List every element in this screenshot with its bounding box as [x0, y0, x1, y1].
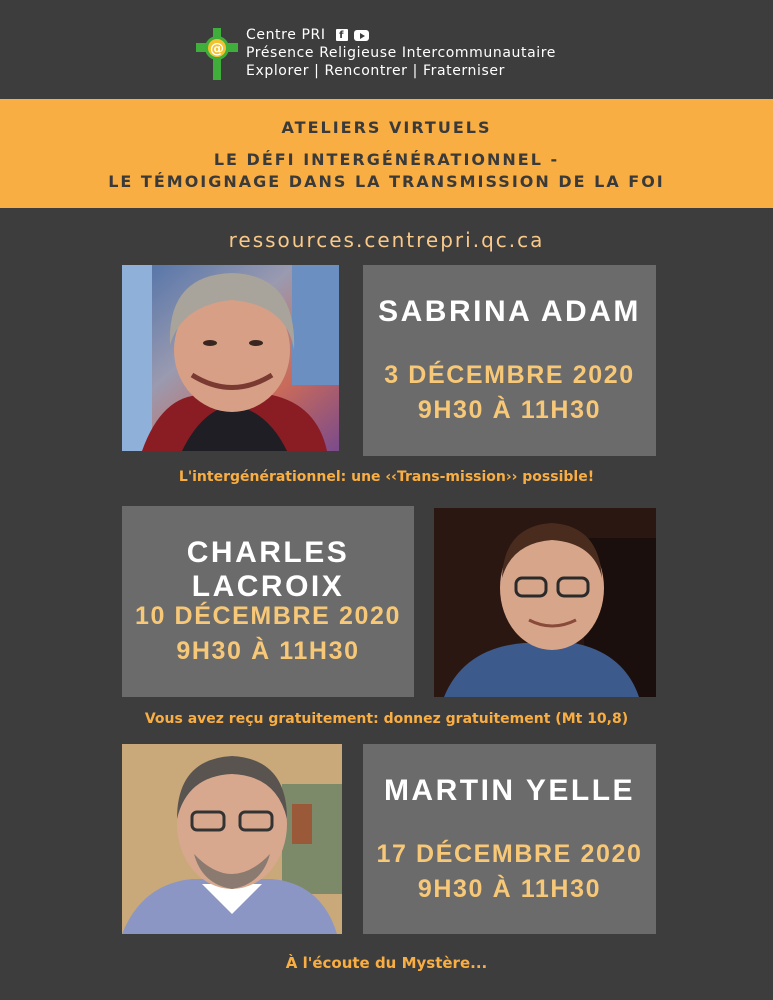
org-motto: Explorer | Rencontrer | Fraterniser — [246, 63, 505, 79]
speaker-photo-sabrina-adam — [122, 265, 339, 451]
session-tagline: L'intergénérationnel: une ‹‹Trans-mission›› possible! — [178, 469, 595, 485]
header-text — [246, 26, 556, 80]
title-banner — [0, 99, 773, 208]
speaker-card-martin-yelle — [363, 744, 656, 934]
youtube-icon[interactable] — [354, 30, 369, 41]
social-links — [336, 29, 369, 41]
org-name: Centre PRI — [246, 27, 326, 43]
speaker-name: CHARLES LACROIX — [186, 536, 350, 603]
speaker-name: MARTIN YELLE — [383, 774, 636, 807]
banner-line-1: ATELIERS VIRTUELS — [281, 118, 492, 137]
session-date: 3 DÉCEMBRE 2020 — [384, 361, 635, 389]
website-link[interactable]: ressources.centrepri.qc.ca — [228, 228, 545, 252]
session-date: 17 DÉCEMBRE 2020 — [376, 840, 643, 868]
speaker-photo-martin-yelle — [122, 744, 342, 934]
session-time: 9H30 À 11H30 — [176, 637, 360, 665]
speaker-photo-charles-lacroix — [434, 508, 656, 697]
org-subtitle: Présence Religieuse Intercommunautaire — [246, 45, 557, 61]
header — [196, 26, 616, 84]
session-time: 9H30 À 11H30 — [417, 875, 602, 903]
session-tagline: Vous avez reçu gratuitement: donnez gratuitement (Mt 10,8) — [144, 711, 629, 727]
speaker-card-charles-lacroix — [122, 506, 414, 697]
session-time: 9H30 À 11H30 — [417, 396, 602, 424]
speaker-name: SABRINA ADAM — [378, 295, 641, 328]
svg-text:@: @ — [210, 41, 224, 57]
centre-pri-logo — [196, 28, 238, 80]
banner-line-3: LE TÉMOIGNAGE DANS LA TRANSMISSION DE LA FOI — [108, 172, 665, 191]
session-tagline: À l'écoute du Mystère... — [285, 954, 488, 972]
speaker-card-sabrina-adam — [363, 265, 656, 456]
facebook-icon[interactable]: f — [336, 29, 348, 41]
session-date: 10 DÉCEMBRE 2020 — [135, 602, 401, 630]
banner-line-2: LE DÉFI INTERGÉNÉRATIONNEL - — [213, 150, 560, 169]
